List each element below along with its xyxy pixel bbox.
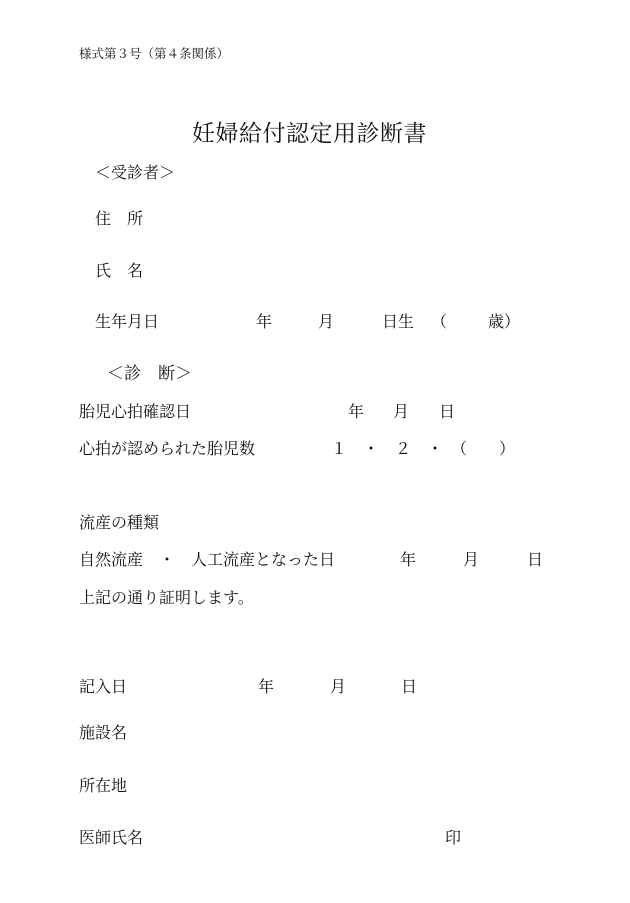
heartbeat-count-options: １ ・ ２ ・ （ ） xyxy=(331,439,516,458)
miscarriage-date-month: 月 xyxy=(463,550,480,569)
miscarriage-type-label: 流産の種類 xyxy=(79,513,160,532)
seal-mark: 印 xyxy=(445,828,462,847)
miscarriage-date-day: 日 xyxy=(527,550,544,569)
certify-statement: 上記の通り証明します。 xyxy=(79,588,254,607)
name-label: 氏 名 xyxy=(95,261,144,280)
page-title: 妊婦給付認定用診断書 xyxy=(192,121,427,147)
heartbeat-date-year: 年 xyxy=(348,402,365,421)
entry-date-year: 年 xyxy=(258,677,275,696)
entry-date-day: 日 xyxy=(401,677,418,696)
heartbeat-date-label: 胎児心拍確認日 xyxy=(79,402,192,421)
age-paren-open: （ xyxy=(431,312,448,331)
heartbeat-date-day: 日 xyxy=(439,402,456,421)
entry-date-month: 月 xyxy=(330,677,347,696)
dob-label: 生年月日 xyxy=(95,312,160,331)
heartbeat-date-month: 月 xyxy=(393,402,410,421)
dob-day-born: 日生 xyxy=(382,312,415,331)
miscarriage-date-year: 年 xyxy=(400,550,417,569)
location-label: 所在地 xyxy=(79,776,128,795)
dob-year: 年 xyxy=(256,312,273,331)
diagnosis-section-heading: ＜診 断＞ xyxy=(107,364,192,384)
doctor-name-label: 医師氏名 xyxy=(79,828,144,847)
heartbeat-count-label: 心拍が認められた胎児数 xyxy=(79,439,256,458)
entry-date-label: 記入日 xyxy=(79,677,128,696)
facility-label: 施設名 xyxy=(79,723,128,742)
dob-month: 月 xyxy=(318,312,335,331)
miscarriage-date-label: 自然流産 ・ 人工流産となった日 xyxy=(79,550,336,569)
age-suffix: 歳） xyxy=(488,312,521,331)
patient-section-heading: ＜受診者＞ xyxy=(95,163,176,182)
address-label: 住 所 xyxy=(95,209,144,228)
form-number: 様式第３号（第４条関係） xyxy=(79,46,230,61)
